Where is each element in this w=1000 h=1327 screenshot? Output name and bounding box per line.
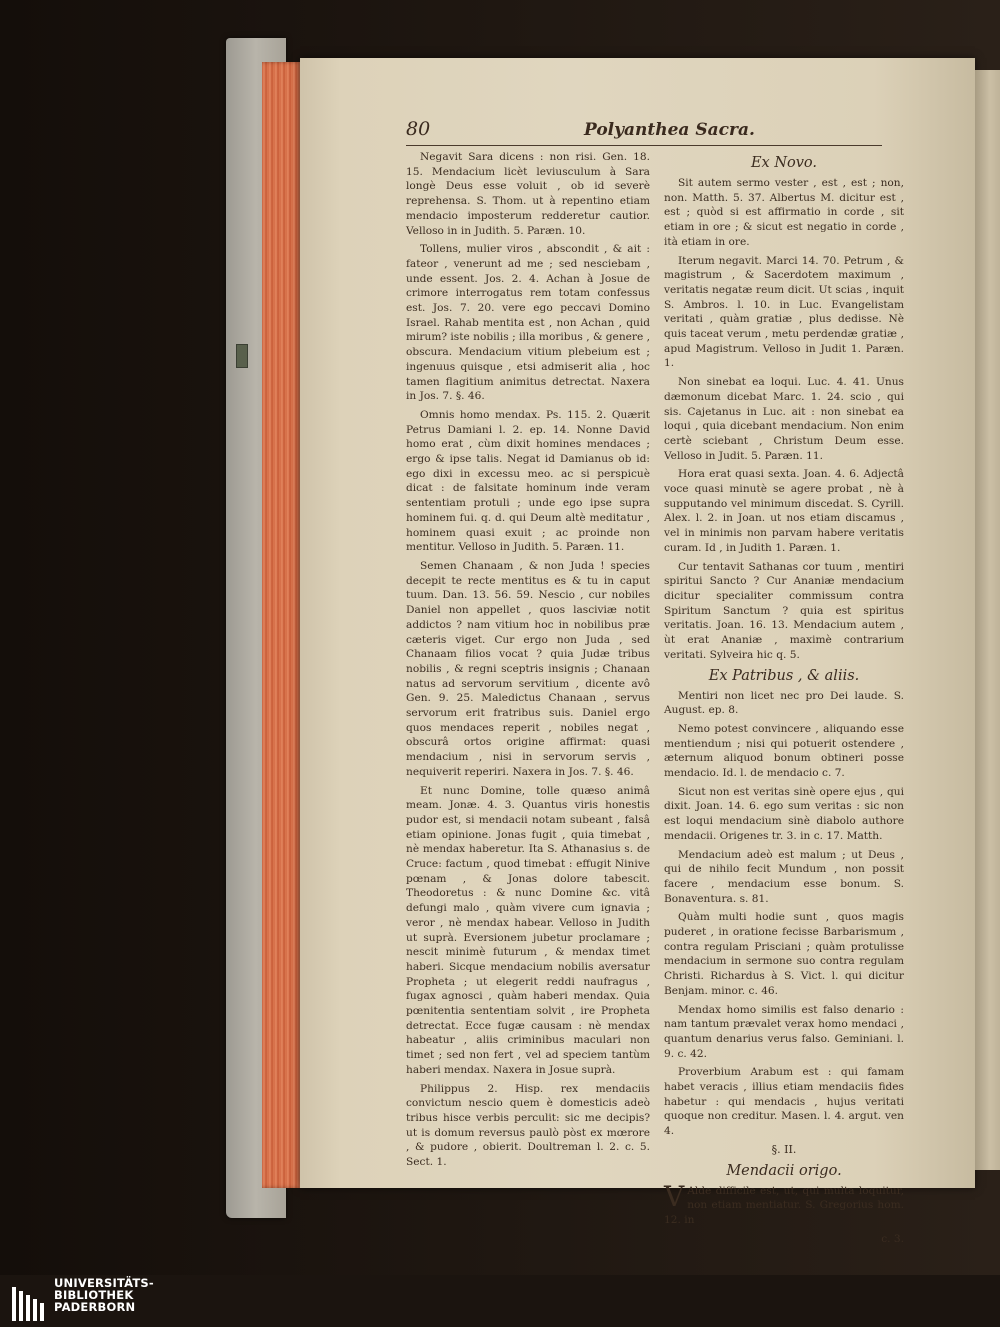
library-logo-icon: [12, 1287, 48, 1321]
facing-page-edge: [975, 70, 1000, 1170]
paragraph: Non sinebat ea loqui. Luc. 4. 41. Unus dæmonum dicebat Marc. 1. 24. scio , qui sis. Cajetanus in Luc. ait : non sinebat ea loqui , quia dicebant mendacium. Non enim certè sciebant , Christum Deum esse. Velloso in Judit. 5. Paræn. 11.: [664, 376, 904, 462]
paragraph: Semen Chanaam , & non Juda ! species decepit te recte mentitus es & tu in caput tuum. Dan. 13. 56. 59. Nescio , cur nobiles Daniel non appellet , quos lasciviæ notit addictos ? nam vitium hoc in nobilibus præ cæteris viget. Cur ergo non Juda , sed Chanaam filios vocat ? quia Judæ tribus nobilis , & regni sceptris insignis ; Chanaan natus ad servorum servitium , dicente avô Gen. 9. 25. Maledictus Chanaan , servus servorum erit fratribus suis. Daniel ergo quos mendaces reperit , nobiles negat , obscurâ ortos origine affirmat: quasi mendacium , nisi in servorum servis , nequiverit reperiri. Naxera in Jos. 7. §. 46.: [406, 559, 650, 778]
library-name-line: PADERBORN: [54, 1300, 136, 1314]
paragraph: Hora erat quasi sexta. Joan. 4. 6. Adjectâ voce quasi minutè se agere probat , nè à supputando vel minimum discedat. S. Cyrill. Alex. l. 2. in Joan. ut nos etiam discamus , vel in minimis non parvam habere veritatis curam. Id , in Judith 1. Paræn. 1.: [664, 468, 904, 554]
paragraph: Philippus 2. Hisp. rex mendaciis convictum nescio quem è domesticis adeò tribus hisce verbis perculit: sic me decipis? ut is domum reversus paulò pòst ex mœrore , & pudore , obierit. Doultreman l. 2. c. 5. Sect. 1.: [406, 1082, 650, 1169]
paragraph: Sicut non est veritas sinè opere ejus , qui dixit. Joan. 14. 6. ego sum veritas : sic non est loqui mendacium sinè diabolo authore mendacii. Origenes tr. 3. in c. 17. Matth.: [664, 785, 904, 842]
right-column: [664, 150, 904, 1250]
origo-text: Alde difficile est, ut, qui multa loquitur, non etiam mentiatur. S. Gregorius hom. 12. in: [664, 1184, 904, 1226]
paragraph: Omnis homo mendax. Ps. 115. 2. Quærit Petrus Damiani l. 2. ep. 14. Nonne David homo erat , cùm dixit homines mendaces ; ergo & ipse talis. Negat id Damianus ob id: ego dixi in excessu meo. ac si perspicuè dicat : de falsitate hominum inde veram sententiam protuli ; unde ego ipse supra hominem fui. q. d. qui Deum altè meditatur , hominem quasi exuit ; ac proinde non mentitur. Velloso in Judith. 5. Paræn. 11.: [406, 408, 650, 554]
running-head: Polyanthea Sacra.: [584, 120, 755, 140]
section-heading-origo: Mendacii origo.: [726, 1162, 842, 1179]
paragraph: Quàm multi hodie sunt , quos magis puderet , in oratione fecisse Barbarismum , contra regulam Prisciani ; quàm protulisse mendacium in sermone suo contra regulam Christi. Richardus à S. Vict. l. qui dicitur Benjam. minor. c. 46.: [664, 911, 904, 997]
library-name-line: UNIVERSITÄTS-: [54, 1276, 154, 1290]
paragraph: Mentiri non licet nec pro Dei laude. S. August. ep. 8.: [664, 689, 904, 717]
paragraph: Cur tentavit Sathanas cor tuum , mentiri spiritui Sancto ? Cur Ananiæ mendacium dicitur specialiter commissum contra Spiritum Sanctum ? quia est spiritus veritatis. Joan. 16. 13. Mendacium autem , ùt erat Ananiæ , maximè contrarium veritati. Sylveira hic q. 5.: [664, 560, 904, 661]
paragraph-origo: [664, 1179, 904, 1228]
section-heading-patribus: Ex Patribus , & aliis.: [708, 667, 860, 684]
paragraph: Mendacium adeò est malum ; ut Deus , qui de nihilo fecit Mundum , non possit facere , mendacium esse bonum. S. Bonaventura. s. 81.: [664, 848, 904, 905]
paragraph: Negavit Sara dicens : non risi. Gen. 18. 15. Mendacium licèt leviusculum à Sara longè Deus esse voluit , ob id severè reprehensa. S. Thom. ut à repentino etiam mendacio imposterum redderetur cautior. Velloso in in Judith. 5. Paræn. 10.: [406, 151, 650, 237]
page-edges-red: [262, 62, 302, 1188]
paragraph: Et nunc Domine, tolle quæso animâ meam. Jonæ. 4. 3. Quantus viris honestis pudor est, si mendacii notam subeant , falsâ etiam opinione. Jonas fugit , quia timebat , nè mendax haberetur. Ita S. Athanasius s. de Cruce: factum , quod timebat : effugit Ninive pœnam , & Jonas dolore tabescit. Theodoretus : & nunc Domine &c. vitâ defungi malo , quàm vivere cum ignavia ; veror , nè mendax habear. Velloso in Judith ut suprà. Eversionem jubetur proclamare ; nescit minimè futurum , & mendax timet haberi. Sicque mendacium nobilis aversatur Propheta ; ut elegerit reddi naufragus , fugax agnosci , quàm haberi mendax. Quia pœnitentia sententiam solvit , ire Propheta detrectat. Ecce fugæ causam : nè mendax habeatur , aliis criminibus maculari non timet ; sed non fert , vel ad speciem tantùm haberi mendax. Naxera in Josue suprà.: [406, 784, 650, 1076]
library-name-line: BIBLIOTHEK: [54, 1288, 134, 1302]
header-rule: [406, 145, 882, 146]
paragraph: Mendax homo similis est falso denario : nam tantum prævalet verax homo mendaci , quantum denarius verus falso. Geminiani. l. 9. c. 42.: [664, 1003, 904, 1060]
paragraph: Sit autem sermo vester , est , est ; non, non. Matth. 5. 37. Albertus M. dicitur est , est ; quòd si est affirmatio in corde , sit etiam in ore ; & sicut est negatio in corde , ità etiam in ore.: [664, 177, 904, 248]
paragraph: Iterum negavit. Marci 14. 70. Petrum , & magistrum , & Sacerdotem maximum , veritatis negatæ reum dicit. Ut scias , inquit S. Ambros. l. 10. in Luc. Evangelistam veritati , quàm gratiæ , plus dedisse. Nè quis taceat verum , metu perdendæ gratiæ , apud Magistrum. Velloso in Judit 1. Paræn. 1.: [664, 254, 904, 370]
section-heading-novo: Ex Novo.: [750, 155, 818, 171]
library-name: [54, 1277, 154, 1313]
page-header: [406, 118, 882, 148]
paragraph: Proverbium Arabum est : qui famam habet veracis , illius etiam mendaciis fides habetur : qui mendacis , hujus veritati quoque non creditur. Masen. l. 4. argut. ven 4.: [664, 1066, 904, 1138]
section-mark: §. II.: [771, 1142, 797, 1156]
book-clasp: [236, 344, 248, 368]
catchword: c. 3.: [881, 1232, 904, 1245]
left-column: [406, 150, 650, 1174]
paragraph: Nemo potest convincere , aliquando esse mentiendum ; nisi qui potuerit ostendere , æternum aliquod bonum obtineri posse mendacio. Id. l. de mendacio c. 7.: [664, 722, 904, 780]
page-number: 80: [406, 118, 431, 140]
paragraph: Tollens, mulier viros , abscondit , & ait : fateor , venerunt ad me ; sed nesciebam , unde essent. Jos. 2. 4. Achan à Josue de crimore interrogatus rem totam confessus est. Jos. 7. 20. vere ego peccavi Domino Israel. Rahab mentita est , non Achan , quid mirum? iste nobilis ; illa moribus , & genere , obscura. Mendacium vitium plebeium est ; ingenuus quisque , etsi admiserit alia , hoc tamen flagitium animitus detrectat. Naxera in Jos. 7. §. 46.: [406, 243, 650, 403]
drop-cap: V: [664, 1179, 685, 1213]
